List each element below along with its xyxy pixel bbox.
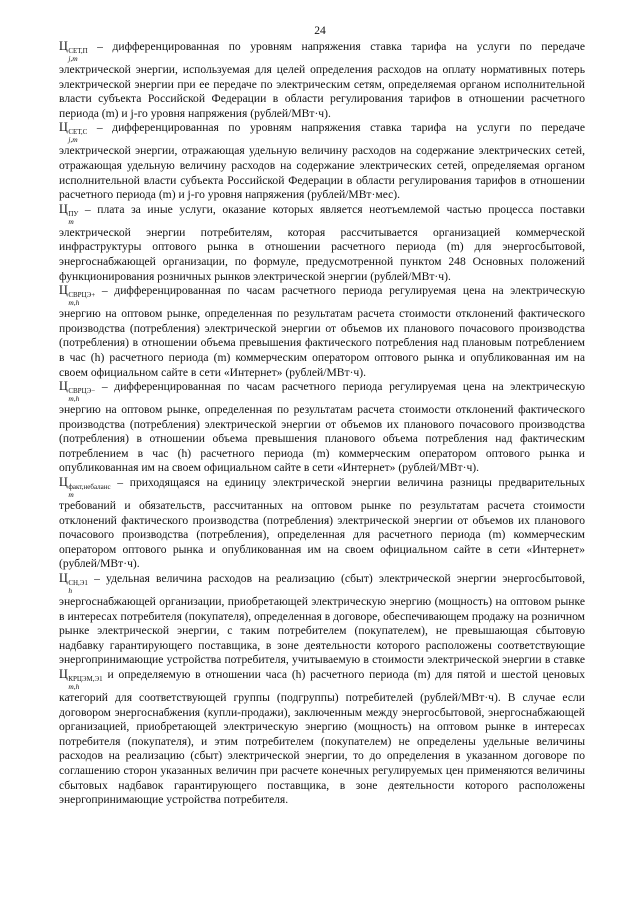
definition-cset-s — [59, 121, 585, 202]
definition-fakt-nebalans — [59, 476, 585, 572]
formula-symbol: Ц СВРЦЭ− m,h — [59, 379, 96, 404]
definition-text: – дифференцированная по уровням напряжения ставка тарифа на услуги по передаче электрической энергии, отражающая удельную величину расходов на содержание электрических сетей, отражающая удельную величину расходов на содержание электрических сетей, определяемая органом исполнительной власти субъекта Российской Федерации в области регулирования тарифов в отношении расчетного периода (m) и j-го уровня напряжения (рублей/МВт·мес). — [59, 121, 585, 202]
definition-text: – дифференцированная по уровням напряжения ставка тарифа на услуги по передаче электрической энергии, используемая для целей определения расходов на оплату нормативных потерь электрической энергии при ее передаче по электрическим сетям, определяемая органом исполнительной власти субъекта Российской Федерации в области регулирования тарифов в отношении расчетного периода (m) и j-го уровня напряжения (рублей/МВт·ч). — [59, 40, 585, 120]
definition-svrce-minus — [59, 380, 585, 476]
definitions-list — [59, 40, 585, 808]
definition-cn-e1 — [59, 572, 585, 808]
formula-symbol: Ц СВРЦЭ+ m,h — [59, 283, 96, 308]
formula-symbol: Ц ПУ m — [59, 201, 79, 226]
definition-text: – дифференцированная по часам расчетного периода регулируемая цена на электрическую энергию на оптовом рынке, определенная по результатам расчета стоимости отклонений фактического производства (потребления) электрической энергии от объемов их планового почасового производства (потребления) в отношении объема превышения фактического потребления над плановым потреблением в час (h) расчетного периода (m) коммерческим оператором оптового рынка и опубликованная им на своем официальном сайте в сети «Интернет» (рублей/МВт·ч). — [59, 284, 585, 379]
definition-text: – плата за иные услуги, оказание которых является неотъемлемой частью процесса поставки электрической энергии потребителям, которая рассчитывается организацией коммерческой инфраструктуры оптового рынка в отношении расчетного периода (m) для энергосбытовой, энергоснабжающей организации, по формуле, предусмотренной пунктом 248 Основных положений функционирования розничных рынков электрической энергии (рублей/МВт·ч). — [59, 202, 585, 283]
definition-text: – удельная величина расходов на реализацию (сбыт) электрической энергии энергосбытовой, энергоснабжающей организации, приобретающей электрическую энергию (мощность) на оптовом рынке в интересах потребителя (покупателя), определенная в договоре, обеспечивающем продажу на розничном рынке электрической энергии, с таким потребителем (покупателем), не превышающая сбытовую надбавку гарантирующего поставщика, в зоне деятельности которого расположены соответствующие энергопринимающие устройства потребителя, учитываемую в стоимости электрической энергии в ставке — [59, 572, 585, 667]
definition-cset-p — [59, 40, 585, 121]
definition-text-continued: и определяемую в отношении часа (h) расчетного периода (m) для пятой и шестой ценовых категорий для соответствующей группы (подгруппы) потребителей (рублей/МВт·ч). В случае если договором энергоснабжения (купли-продажи), заключенным между энергосбытовой, энергоснабжающей организацией, приобретающей электрическую энергию (мощность) на оптовом рынке в интересах потребителя (покупателя), и этим потребителем (покупателем) не определены удельные величины расходов на реализацию (сбыт) электрической энергии, то до определения в указанном договоре по соглашению сторон указанных величин при расчете конечных регулируемых цен применяются величины сбытовых надбавок гарантирующего поставщика, в зоне деятельности которого расположены энергопринимающие устройства потребителя. — [59, 668, 585, 807]
definition-cpu — [59, 203, 585, 284]
definition-text: – дифференцированная по часам расчетного периода регулируемая цена на электрическую энергию на оптовом рынке, определенная по результатам расчета стоимости отклонений фактического производства (потребления) электрической энергии от объемов их планового почасового производства (потребления) в отношении объема превышения планового объема потребления над фактическим потреблением в час (h) расчетного периода (m) коммерческим оператором оптового рынка и опубликованная им на своем официальном сайте в сети «Интернет» (рублей/МВт·ч). — [59, 380, 585, 475]
definition-svrce-plus — [59, 284, 585, 380]
formula-symbol: Ц СЕТ,С j,m — [59, 120, 88, 145]
formula-symbol: Ц факт,небаланс m — [59, 475, 111, 500]
formula-symbol: Ц СН,Э1 h — [59, 571, 88, 596]
inline-formula-symbol: Ц КРЦЭМ,Э1 m,h — [59, 667, 103, 691]
definition-text: – приходящаяся на единицу электрической энергии величина разницы предварительных требований и обязательств, рассчитанных на оптовом рынке по результатам расчета стоимости отклонений фактического производства (потребления) электрической энергии от объемов их планового почасового производства (потребления), определенная для расчетного периода (m) коммерческим оператором оптового рынка и опубликованная им на своем официальном сайте в сети «Интернет» (рублей/МВт·ч). — [59, 476, 585, 571]
page-number: 24 — [314, 24, 326, 37]
formula-symbol: Ц СЕТ,П j,m — [59, 39, 88, 63]
